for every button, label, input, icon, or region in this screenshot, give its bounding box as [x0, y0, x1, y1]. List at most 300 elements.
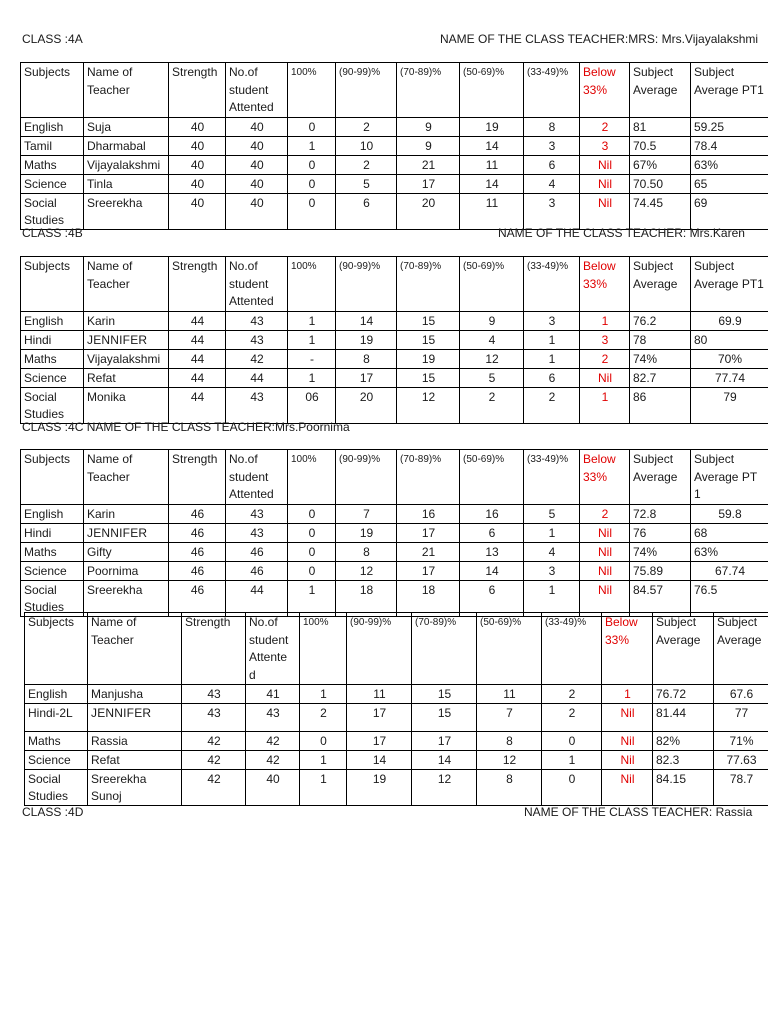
- cell-attended: 43: [226, 330, 288, 349]
- cell-below-33: Nil: [580, 580, 630, 616]
- cell-attended: 42: [246, 751, 300, 770]
- cell-strength: 44: [169, 311, 226, 330]
- header-100: 100%: [288, 63, 336, 118]
- table-row: [21, 580, 768, 616]
- table-header-row: [25, 613, 768, 685]
- cell-subject-average: 67%: [630, 155, 691, 174]
- cell-subject: Maths: [21, 542, 84, 561]
- cell-attended: 42: [226, 349, 288, 368]
- cell-below-33: Nil: [602, 770, 653, 806]
- table-row: [21, 155, 768, 174]
- cell-subject: Maths: [21, 349, 84, 368]
- cell-teacher: Suja: [84, 117, 169, 136]
- cell-subject-average: 70.50: [630, 174, 691, 193]
- header-attended: No.of student Attente d: [246, 613, 300, 685]
- cell-subject-average: 76.2: [630, 311, 691, 330]
- cell-attended: 41: [246, 685, 300, 704]
- cell-below-33: 2: [580, 504, 630, 523]
- cell-33-49: 3: [524, 561, 580, 580]
- cell-teacher: Sreerekha: [84, 580, 169, 616]
- cell-33-49: 3: [524, 311, 580, 330]
- cell-subject-average-2: 67.6: [714, 685, 768, 704]
- cell-90-99: 8: [336, 542, 397, 561]
- cell-subject: Hindi: [21, 330, 84, 349]
- cell-90-99: 14: [347, 751, 412, 770]
- class-4c-result-table: [20, 449, 768, 617]
- cell-subject-average-pt1: 77.74: [691, 368, 768, 387]
- header-70-89: (70-89)%: [397, 257, 460, 312]
- header-attended: No.of student Attented: [226, 63, 288, 118]
- header-90-99: (90-99)%: [336, 63, 397, 118]
- table-row: [21, 174, 768, 193]
- cell-33-49: 1: [524, 349, 580, 368]
- cell-33-49: 0: [542, 770, 602, 806]
- cell-teacher: JENNIFER: [84, 523, 169, 542]
- cell-teacher: Refat: [88, 751, 182, 770]
- cell-subject-average: 70.5: [630, 136, 691, 155]
- header-attended: No.of student Attented: [226, 450, 288, 505]
- cell-subject: Maths: [25, 732, 88, 751]
- cell-100: 1: [288, 580, 336, 616]
- class-4a-caption: CLASS :4A: [22, 32, 83, 46]
- cell-50-69: 8: [477, 732, 542, 751]
- cell-below-33: Nil: [580, 368, 630, 387]
- cell-50-69: 11: [477, 685, 542, 704]
- cell-below-33: 3: [580, 330, 630, 349]
- header-33-49: (33-49)%: [524, 450, 580, 505]
- cell-attended: 40: [226, 193, 288, 229]
- header-strength: Strength: [169, 450, 226, 505]
- cell-attended: 44: [226, 368, 288, 387]
- cell-subject: Social Studies: [25, 770, 88, 806]
- cell-50-69: 8: [477, 770, 542, 806]
- cell-70-89: 15: [412, 685, 477, 704]
- cell-strength: 42: [182, 732, 246, 751]
- cell-50-69: 13: [460, 542, 524, 561]
- cell-33-49: 2: [542, 704, 602, 732]
- header-90-99: (90-99)%: [336, 257, 397, 312]
- header-33-49: (33-49)%: [542, 613, 602, 685]
- cell-subject-average: 74%: [630, 542, 691, 561]
- header-subjects: Subjects: [21, 63, 84, 118]
- cell-33-49: 1: [524, 580, 580, 616]
- cell-90-99: 6: [336, 193, 397, 229]
- cell-90-99: 8: [336, 349, 397, 368]
- cell-90-99: 17: [336, 368, 397, 387]
- cell-teacher: Tinla: [84, 174, 169, 193]
- header-70-89: (70-89)%: [397, 450, 460, 505]
- cell-70-89: 12: [412, 770, 477, 806]
- cell-teacher: Vijayalakshmi: [84, 155, 169, 174]
- cell-subject-average-pt1: 63%: [691, 542, 768, 561]
- cell-attended: 40: [226, 174, 288, 193]
- cell-33-49: 6: [524, 155, 580, 174]
- cell-50-69: 5: [460, 368, 524, 387]
- cell-33-49: 8: [524, 117, 580, 136]
- cell-strength: 44: [169, 387, 226, 423]
- cell-attended: 43: [226, 523, 288, 542]
- cell-100: 0: [288, 523, 336, 542]
- cell-100: 1: [288, 330, 336, 349]
- cell-90-99: 7: [336, 504, 397, 523]
- header-subject-average-pt1: Subject Average PT1: [691, 257, 768, 312]
- table-row: [25, 704, 768, 732]
- table-row: [21, 136, 768, 155]
- header-strength: Strength: [182, 613, 246, 685]
- cell-strength: 43: [182, 704, 246, 732]
- cell-strength: 42: [182, 751, 246, 770]
- cell-subject-average-pt1: 79: [691, 387, 768, 423]
- cell-below-33: 1: [580, 387, 630, 423]
- table-row: [21, 349, 768, 368]
- cell-70-89: 14: [412, 751, 477, 770]
- cell-subject: English: [21, 311, 84, 330]
- cell-subject-average-2: 71%: [714, 732, 768, 751]
- cell-subject-average-pt1: 80: [691, 330, 768, 349]
- header-subject-average: Subject Average: [630, 257, 691, 312]
- header-subjects: Subjects: [21, 257, 84, 312]
- cell-33-49: 6: [524, 368, 580, 387]
- cell-below-33: Nil: [580, 542, 630, 561]
- header-100: 100%: [300, 613, 347, 685]
- cell-70-89: 17: [397, 523, 460, 542]
- cell-below-33: 1: [602, 685, 653, 704]
- cell-strength: 40: [169, 117, 226, 136]
- header-below-33: Below 33%: [580, 63, 630, 118]
- cell-subject-average-pt1: 67.74: [691, 561, 768, 580]
- table-row: [21, 542, 768, 561]
- cell-subject-average-pt1: 65: [691, 174, 768, 193]
- header-subject-average-2: Subject Average: [714, 613, 768, 685]
- cell-teacher: Vijayalakshmi: [84, 349, 169, 368]
- cell-50-69: 14: [460, 136, 524, 155]
- cell-attended: 43: [226, 387, 288, 423]
- cell-below-33: 3: [580, 136, 630, 155]
- cell-70-89: 18: [397, 580, 460, 616]
- cell-100: -: [288, 349, 336, 368]
- cell-below-33: Nil: [580, 561, 630, 580]
- cell-70-89: 12: [397, 387, 460, 423]
- cell-subject-average-pt1: 69: [691, 193, 768, 229]
- cell-attended: 46: [226, 561, 288, 580]
- cell-strength: 40: [169, 193, 226, 229]
- cell-teacher: Poornima: [84, 561, 169, 580]
- header-90-99: (90-99)%: [336, 450, 397, 505]
- header-70-89: (70-89)%: [397, 63, 460, 118]
- cell-33-49: 3: [524, 136, 580, 155]
- cell-100: 0: [288, 117, 336, 136]
- header-strength: Strength: [169, 63, 226, 118]
- header-subject-average: Subject Average: [630, 450, 691, 505]
- cell-below-33: Nil: [580, 193, 630, 229]
- cell-subject-average-2: 78.7: [714, 770, 768, 806]
- cell-teacher: Monika: [84, 387, 169, 423]
- header-50-69: (50-69)%: [477, 613, 542, 685]
- table-row: [21, 193, 768, 229]
- header-subject-average: Subject Average: [653, 613, 714, 685]
- cell-subject: Maths: [21, 155, 84, 174]
- cell-subject-average-2: 77: [714, 704, 768, 732]
- table-row: [21, 368, 768, 387]
- cell-90-99: 12: [336, 561, 397, 580]
- cell-attended: 40: [226, 155, 288, 174]
- cell-attended: 40: [246, 770, 300, 806]
- cell-50-69: 6: [460, 580, 524, 616]
- cell-70-89: 15: [412, 704, 477, 732]
- cell-90-99: 2: [336, 117, 397, 136]
- cell-subject-average-2: 77.63: [714, 751, 768, 770]
- header-teacher: Name of Teacher: [84, 257, 169, 312]
- table-header-row: [21, 63, 768, 118]
- cell-subject-average: 76.72: [653, 685, 714, 704]
- cell-subject-average-pt1: 68: [691, 523, 768, 542]
- class-4b-result-table: [20, 256, 768, 424]
- header-subjects: Subjects: [25, 613, 88, 685]
- cell-strength: 40: [169, 136, 226, 155]
- cell-70-89: 9: [397, 136, 460, 155]
- cell-90-99: 11: [347, 685, 412, 704]
- header-33-49: (33-49)%: [524, 257, 580, 312]
- cell-teacher: Manjusha: [88, 685, 182, 704]
- table-row: [21, 523, 768, 542]
- cell-subject-average: 74.45: [630, 193, 691, 229]
- cell-subject-average-pt1: 70%: [691, 349, 768, 368]
- cell-100: 0: [288, 561, 336, 580]
- cell-90-99: 18: [336, 580, 397, 616]
- cell-subject: Social Studies: [21, 387, 84, 423]
- class-4d-caption: CLASS :4D: [22, 805, 84, 819]
- cell-attended: 43: [246, 704, 300, 732]
- cell-100: 06: [288, 387, 336, 423]
- cell-below-33: 1: [580, 311, 630, 330]
- header-teacher: Name of Teacher: [84, 63, 169, 118]
- cell-70-89: 21: [397, 155, 460, 174]
- cell-90-99: 19: [336, 330, 397, 349]
- cell-33-49: 1: [524, 330, 580, 349]
- class-4c-caption: CLASS :4C NAME OF THE CLASS TEACHER:Mrs.Poornima: [22, 420, 350, 434]
- cell-90-99: 14: [336, 311, 397, 330]
- cell-teacher: Sreerekha: [84, 193, 169, 229]
- cell-70-89: 17: [397, 174, 460, 193]
- cell-90-99: 17: [347, 704, 412, 732]
- cell-100: 0: [288, 193, 336, 229]
- class-4b-caption: CLASS :4B: [22, 226, 83, 240]
- cell-strength: 40: [169, 155, 226, 174]
- cell-33-49: 2: [542, 685, 602, 704]
- header-33-49: (33-49)%: [524, 63, 580, 118]
- cell-100: 1: [288, 311, 336, 330]
- cell-70-89: 16: [397, 504, 460, 523]
- cell-teacher: JENNIFER: [84, 330, 169, 349]
- cell-50-69: 9: [460, 311, 524, 330]
- cell-70-89: 17: [397, 561, 460, 580]
- table-row: [25, 732, 768, 751]
- cell-strength: 46: [169, 523, 226, 542]
- cell-subject: Tamil: [21, 136, 84, 155]
- class-4a-teacher-caption: NAME OF THE CLASS TEACHER:MRS: Mrs.Vijayalakshmi: [440, 32, 759, 46]
- header-teacher: Name of Teacher: [88, 613, 182, 685]
- cell-subject-average-pt1: 63%: [691, 155, 768, 174]
- cell-strength: 46: [169, 580, 226, 616]
- class-4a-result-table: [20, 62, 768, 230]
- cell-attended: 43: [226, 504, 288, 523]
- cell-70-89: 21: [397, 542, 460, 561]
- cell-33-49: 1: [524, 523, 580, 542]
- cell-50-69: 11: [460, 193, 524, 229]
- cell-33-49: 2: [524, 387, 580, 423]
- table-row: [21, 561, 768, 580]
- cell-90-99: 20: [336, 387, 397, 423]
- class-4d-result-table: [24, 612, 768, 806]
- cell-subject: Social Studies: [21, 580, 84, 616]
- cell-subject: Science: [21, 368, 84, 387]
- cell-subject-average: 84.15: [653, 770, 714, 806]
- cell-50-69: 6: [460, 523, 524, 542]
- cell-70-89: 17: [412, 732, 477, 751]
- header-teacher: Name of Teacher: [84, 450, 169, 505]
- cell-subject-average-pt1: 59.25: [691, 117, 768, 136]
- cell-subject-average: 76: [630, 523, 691, 542]
- cell-strength: 46: [169, 504, 226, 523]
- cell-attended: 40: [226, 136, 288, 155]
- cell-attended: 44: [226, 580, 288, 616]
- header-subject-average-pt1: Subject Average PT1: [691, 63, 768, 118]
- header-below-33: Below 33%: [602, 613, 653, 685]
- cell-strength: 44: [169, 330, 226, 349]
- table-row: [21, 504, 768, 523]
- cell-100: 0: [300, 732, 347, 751]
- cell-attended: 42: [246, 732, 300, 751]
- cell-70-89: 15: [397, 368, 460, 387]
- cell-subject: Science: [25, 751, 88, 770]
- cell-100: 2: [300, 704, 347, 732]
- cell-below-33: 2: [580, 117, 630, 136]
- cell-subject-average: 72.8: [630, 504, 691, 523]
- cell-subject-average-pt1: 78.4: [691, 136, 768, 155]
- cell-100: 1: [288, 136, 336, 155]
- cell-subject: English: [25, 685, 88, 704]
- header-100: 100%: [288, 257, 336, 312]
- cell-below-33: Nil: [602, 751, 653, 770]
- cell-below-33: Nil: [602, 732, 653, 751]
- cell-90-99: 19: [336, 523, 397, 542]
- cell-subject-average: 82.3: [653, 751, 714, 770]
- cell-70-89: 9: [397, 117, 460, 136]
- cell-teacher: Dharmabal: [84, 136, 169, 155]
- cell-strength: 44: [169, 349, 226, 368]
- cell-subject-average: 86: [630, 387, 691, 423]
- header-below-33: Below 33%: [580, 257, 630, 312]
- cell-33-49: 4: [524, 174, 580, 193]
- cell-subject-average: 81.44: [653, 704, 714, 732]
- cell-33-49: 1: [542, 751, 602, 770]
- header-subject-average: Subject Average: [630, 63, 691, 118]
- header-attended: No.of student Attented: [226, 257, 288, 312]
- cell-strength: 42: [182, 770, 246, 806]
- cell-50-69: 12: [477, 751, 542, 770]
- cell-70-89: 15: [397, 311, 460, 330]
- header-90-99: (90-99)%: [347, 613, 412, 685]
- cell-teacher: Refat: [84, 368, 169, 387]
- cell-attended: 40: [226, 117, 288, 136]
- cell-strength: 46: [169, 542, 226, 561]
- cell-teacher: JENNIFER: [88, 704, 182, 732]
- cell-strength: 43: [182, 685, 246, 704]
- header-50-69: (50-69)%: [460, 63, 524, 118]
- header-subject-average-pt1: Subject Average PT 1: [691, 450, 768, 505]
- cell-50-69: 19: [460, 117, 524, 136]
- cell-subject-average-pt1: 76.5: [691, 580, 768, 616]
- header-100: 100%: [288, 450, 336, 505]
- cell-100: 0: [288, 542, 336, 561]
- cell-100: 1: [288, 368, 336, 387]
- cell-33-49: 3: [524, 193, 580, 229]
- table-row: [21, 117, 768, 136]
- cell-subject-average: 75.89: [630, 561, 691, 580]
- cell-subject-average: 84.57: [630, 580, 691, 616]
- cell-strength: 44: [169, 368, 226, 387]
- cell-subject-average: 74%: [630, 349, 691, 368]
- cell-90-99: 2: [336, 155, 397, 174]
- table-header-row: [21, 450, 768, 505]
- cell-below-33: Nil: [580, 523, 630, 542]
- cell-strength: 46: [169, 561, 226, 580]
- cell-subject: Hindi: [21, 523, 84, 542]
- cell-100: 0: [288, 504, 336, 523]
- cell-33-49: 5: [524, 504, 580, 523]
- cell-below-33: Nil: [580, 155, 630, 174]
- class-4d-teacher-caption: NAME OF THE CLASS TEACHER: Rassia: [524, 805, 753, 819]
- cell-100: 0: [288, 155, 336, 174]
- header-strength: Strength: [169, 257, 226, 312]
- cell-below-33: 2: [580, 349, 630, 368]
- cell-70-89: 19: [397, 349, 460, 368]
- header-50-69: (50-69)%: [460, 257, 524, 312]
- cell-50-69: 4: [460, 330, 524, 349]
- cell-50-69: 11: [460, 155, 524, 174]
- header-70-89: (70-89)%: [412, 613, 477, 685]
- cell-subject: Hindi-2L: [25, 704, 88, 732]
- cell-100: 0: [288, 174, 336, 193]
- cell-70-89: 15: [397, 330, 460, 349]
- cell-33-49: 0: [542, 732, 602, 751]
- cell-50-69: 14: [460, 561, 524, 580]
- cell-33-49: 4: [524, 542, 580, 561]
- cell-strength: 40: [169, 174, 226, 193]
- cell-50-69: 12: [460, 349, 524, 368]
- table-row: [25, 770, 768, 806]
- header-below-33: Below 33%: [580, 450, 630, 505]
- cell-70-89: 20: [397, 193, 460, 229]
- cell-subject: Science: [21, 561, 84, 580]
- cell-teacher: Gifty: [84, 542, 169, 561]
- cell-teacher: Rassia: [88, 732, 182, 751]
- cell-100: 1: [300, 751, 347, 770]
- table-row: [21, 311, 768, 330]
- cell-100: 1: [300, 685, 347, 704]
- class-4b-teacher-caption: NAME OF THE CLASS TEACHER: Mrs.Karen: [498, 226, 745, 240]
- cell-90-99: 17: [347, 732, 412, 751]
- cell-teacher: Sreerekha Sunoj: [88, 770, 182, 806]
- cell-90-99: 5: [336, 174, 397, 193]
- cell-teacher: Karin: [84, 504, 169, 523]
- cell-90-99: 10: [336, 136, 397, 155]
- cell-50-69: 14: [460, 174, 524, 193]
- table-row: [21, 387, 768, 423]
- table-row: [25, 751, 768, 770]
- table-header-row: [21, 257, 768, 312]
- cell-subject-average-pt1: 59.8: [691, 504, 768, 523]
